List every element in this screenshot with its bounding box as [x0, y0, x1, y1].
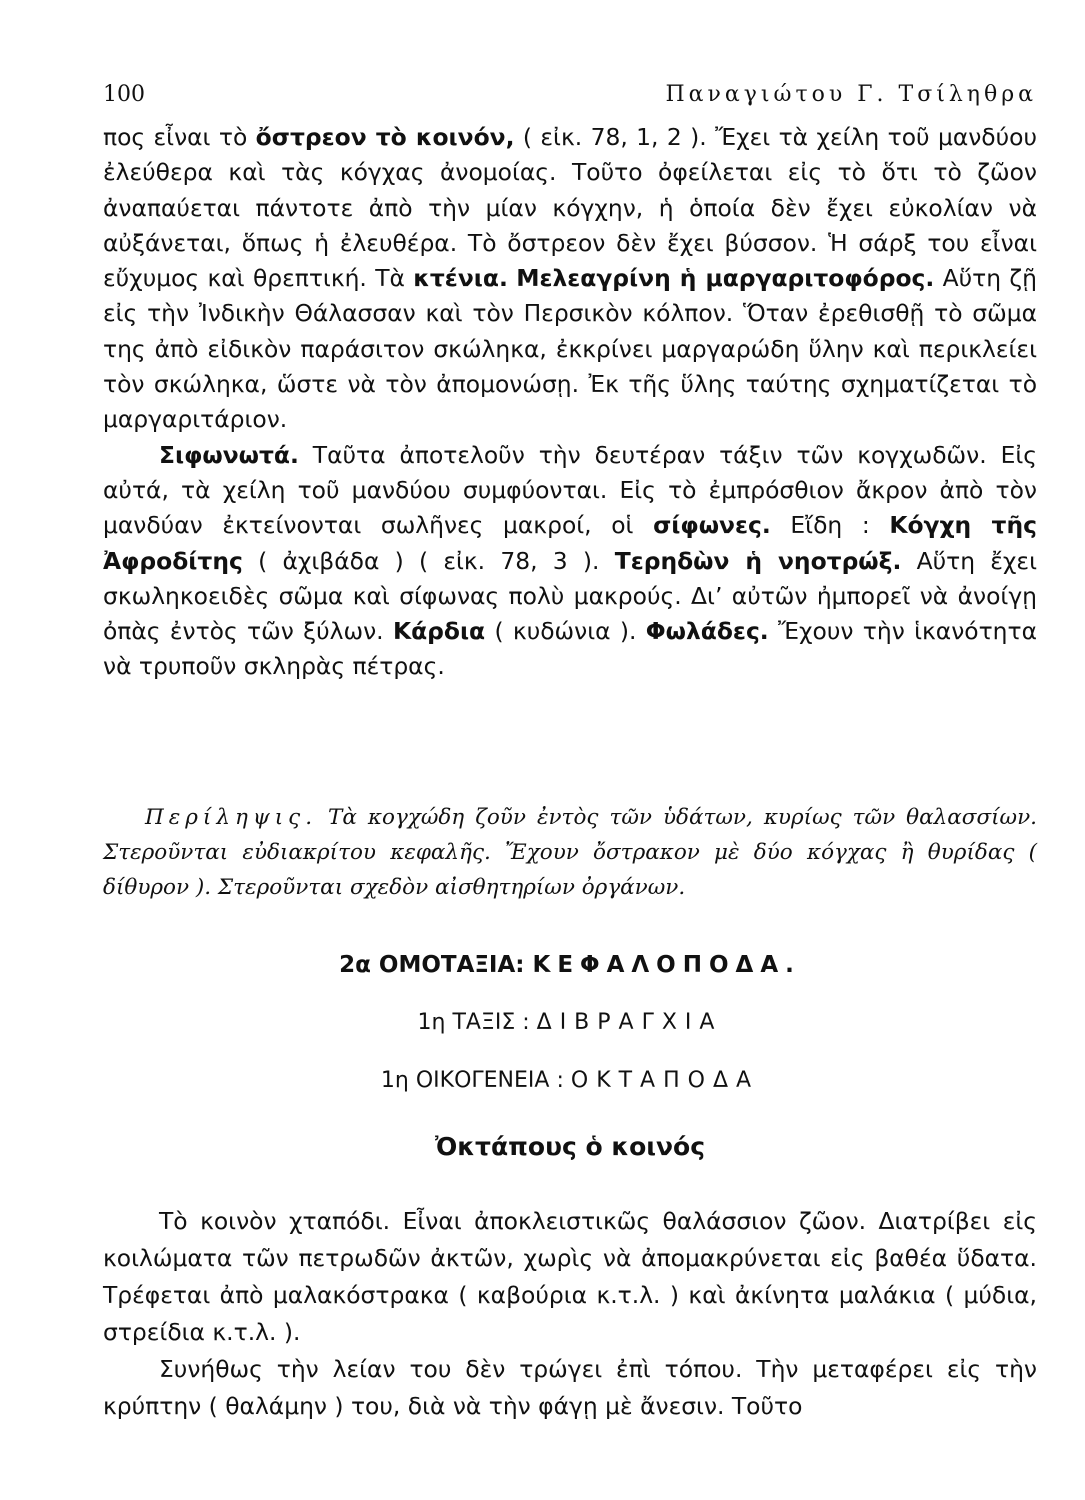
- text-run: Αὕτη ζῇ εἰς τὴν Ἰνδικὴν Θάλασσαν καὶ τὸν Περσικὸν κόλπον. Ὅταν ἐρεθισθῇ τὸ σῶμα της ἀπὸ εἰδικὸν παράσιτον σκώληκα, ἐκκρίνει μαργαρώδη ὕλην καὶ περικλείει τὸν σκώληκα, ὥστε νὰ τὸν ἀπομονώσῃ. Ἐκ τῆς ὕλης ταύτης σχηματίζεται τὸ μαργαριτάριον.: [103, 264, 1037, 434]
- paragraph-oysters: [103, 120, 1037, 438]
- term-siphones: σίφωνες.: [653, 511, 771, 540]
- summary-label: Περίληψις.: [145, 805, 318, 830]
- text-run: Εἴδη :: [770, 511, 890, 540]
- text-run: Αὕτη ἔχει σκωληκοειδὲς σῶμα καὶ σίφωνας πολὺ μακρούς. Δι’ αὐτῶν ἠμπορεῖ νὰ ἀνοίγῃ ὀπὰς ἐντὸς τῶν ξύλων.: [103, 546, 1037, 646]
- text-run: ( κυδώνια ).: [485, 617, 646, 646]
- text-run: Ἔχουν τὴν ἱκανότητα νὰ τρυποῦν σκληρὰς πέτρας.: [103, 617, 1038, 681]
- summary-paragraph: [103, 800, 1037, 905]
- class-heading: [103, 952, 1037, 978]
- order-heading: [103, 1010, 1037, 1035]
- order-prefix: 1η ΤΑΞΙΣ :: [417, 1010, 530, 1035]
- text-run: Ταῦτα ἀποτελοῦν τὴν δευτέραν τάξιν τῶν κογχωδῶν. Εἰς αὐτά, τὰ χείλη τοῦ μανδύου συμφύονται. Εἰς τὸ ἐμπρόσθιον ἄκρον ἀπὸ τὸν μανδύαν ἐκτείνονται σωλῆνες μακροί, οἱ: [103, 440, 1037, 540]
- paragraph-octopus-intro: Τὸ κοινὸν χταπόδι. Εἶναι ἀποκλειστικῶς θαλάσσιον ζῶον. Διατρίβει εἰς κοιλώματα τῶν πετρωδῶν ἀκτῶν, χωρὶς νὰ ἀπομακρύνεται εἰς βαθέα ὕδατα. Τρέφεται ἀπὸ μαλακόστρακα ( καβούρια κ.τ.λ. ) καὶ ἀκίνητα μαλάκια ( μύδια, στρείδια κ.τ.λ. ).: [103, 1207, 1037, 1346]
- text-run: ( ἀχιβάδα ) ( εἰκ. 78, 3 ).: [242, 546, 615, 575]
- term-teredon: Τερηδὼν ἡ νηοτρώξ.: [614, 546, 902, 575]
- term-kogchi: Κόγχη τῆς Ἀφροδίτης: [103, 511, 1037, 575]
- body-text-top: [103, 120, 1037, 685]
- class-name: ΚΕΦΑΛΟΠΟΔΑ.: [532, 952, 801, 978]
- term-pholades: Φωλάδες.: [645, 617, 769, 646]
- term-kardia: Κάρδια: [392, 617, 486, 646]
- family-heading: [103, 1068, 1037, 1093]
- term-ostreon: ὄστρεον τὸ κοινόν,: [255, 123, 515, 151]
- species-heading: Ὀκτάπους ὁ κοινός: [434, 1132, 706, 1161]
- paragraph-siphonota: [103, 438, 1037, 685]
- page-number: 100: [103, 82, 145, 107]
- summary-text: Τὰ κογχώδη ζοῦν ἐντὸς τῶν ὑδάτων, κυρίως τῶν θαλασσίων. Στεροῦνται εὐδιακρίτου κεφαλῆς. Ἔχουν ὄστρακον μὲ δύο κόγχας ἢ θυρίδας ( δίθυρον ). Στεροῦνται σχεδὸν αἰσθητηρίων ὀργάνων.: [103, 805, 1037, 900]
- order-name: ΔΙΒΡΑΓΧΙΑ: [536, 1010, 723, 1035]
- family-name: ΟΚΤΑΠΟΔΑ: [570, 1068, 760, 1093]
- family-prefix: 1η ΟΙΚΟΓΕΝΕΙΑ :: [380, 1068, 564, 1093]
- term-ktenia: κτένια.: [413, 264, 508, 293]
- paragraph-octopus-feeding: Συνήθως τὴν λείαν του δὲν τρώγει ἐπὶ τόπου. Τὴν μεταφέρει εἰς τὴν κρύπτην ( θαλάμην ) του, διὰ νὰ τὴν φάγῃ μὲ ἄνεσιν. Τοῦτο: [103, 1355, 1037, 1420]
- text-run: [508, 264, 516, 292]
- text-run: πος εἶναι τὸ: [103, 123, 256, 151]
- running-title: Παναγιώτου Γ. Τσίληθρα: [665, 82, 1037, 107]
- body-text-bottom: [103, 1203, 1037, 1425]
- running-header: [103, 82, 1037, 116]
- term-siphonota: Σιφωνωτά.: [159, 440, 299, 469]
- term-meleagrini: Μελεαγρίνη ἡ μαργαριτοφόρος.: [516, 264, 935, 293]
- class-prefix: 2α ΟΜΟΤΑΞΙΑ:: [339, 952, 525, 978]
- text-run: ( εἰκ. 78, 1, 2 ). Ἔχει τὰ χείλη τοῦ μανδύου ἐλεύθερα καὶ τὰς κόγχας ἀνομοίας. Τοῦτο ὀφείλεται εἰς τὸ ὅτι τὸ ζῶον ἀναπαύεται πάντοτε ἀπὸ τὴν μίαν κόγχην, ἡ ὁποία δὲν ἔχει εὐκολίαν νὰ αὐξάνεται, ὅπως ἡ ἐλευθέρα. Τὸ ὄστρεον δὲν ἔχει βύσσον. Ἡ σάρξ του εἶναι εὔχυμος καὶ θρεπτική. Τὰ: [103, 123, 1037, 293]
